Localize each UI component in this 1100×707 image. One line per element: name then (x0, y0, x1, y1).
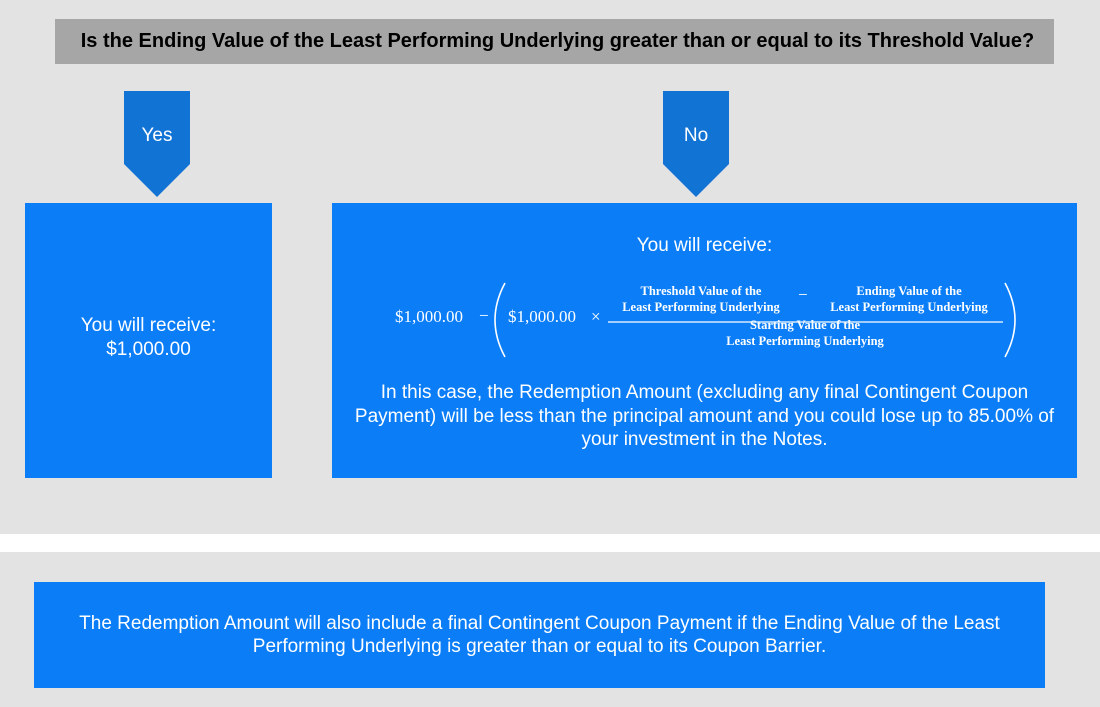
yes-outcome-box (25, 203, 272, 478)
formula-times: × (591, 307, 601, 326)
numerator-ending-line2: Least Performing Underlying (830, 300, 988, 314)
coupon-note-text: The Redemption Amount will also include a final Contingent Coupon Payment if the Ending Value of the Least Performing Underlying is greater than or equal to its Coupon Barrier. (79, 612, 1000, 657)
yes-receive-label: You will receive: (80, 314, 217, 336)
numerator-ending-line1: Ending Value of the (856, 284, 962, 298)
no-label: No (683, 125, 709, 146)
denominator-starting (708, 317, 902, 349)
no-outcome-box (332, 203, 1077, 478)
formula-minus: − (479, 306, 489, 325)
numerator-threshold-line2: Least Performing Underlying (622, 300, 780, 314)
question-header (55, 19, 1054, 64)
numerator-minus: − (798, 285, 808, 304)
loss-explanation: In this case, the Redemption Amount (excluding any final Contingent Coupon Payment) will be less than the principal amount and you could lose up to 85.00% of your investment in the Notes. (354, 382, 1055, 450)
numerator-threshold-line1: Threshold Value of the (640, 284, 762, 298)
numerator-ending (815, 283, 1003, 315)
yes-label: Yes (141, 125, 173, 146)
yes-arrow (124, 91, 190, 197)
numerator-threshold (608, 283, 794, 315)
no-arrow (663, 91, 729, 197)
denominator-line1: Starting Value of the (749, 318, 861, 332)
coupon-note-box (34, 582, 1045, 688)
formula-principal-inner: $1,000.00 (508, 307, 576, 326)
no-receive-label: You will receive: (636, 235, 773, 256)
formula-principal: $1,000.00 (395, 307, 463, 326)
question-text: Is the Ending Value of the Least Performing Underlying greater than or equal to its Threshold Value? (80, 30, 1035, 52)
yes-amount: $1,000.00 (106, 338, 191, 360)
denominator-line2: Least Performing Underlying (726, 334, 884, 348)
redemption-formula (332, 280, 1077, 360)
